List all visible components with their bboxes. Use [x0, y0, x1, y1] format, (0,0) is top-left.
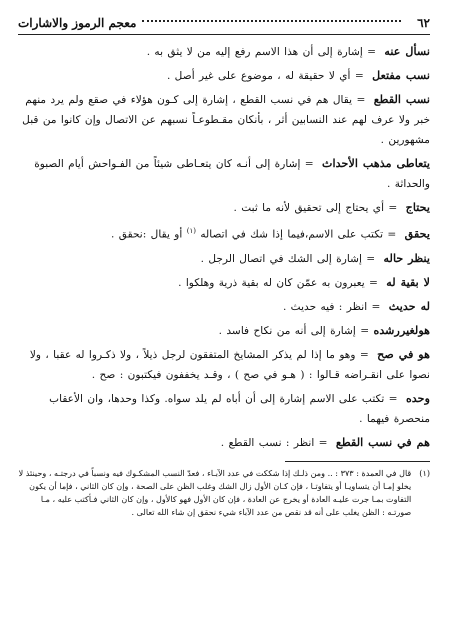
entry-term: نسأل عنه [384, 44, 430, 58]
dictionary-entry-lahu-hadith [18, 296, 430, 317]
dictionary-entry-wahdah [18, 388, 430, 429]
footnote-rule [285, 461, 430, 462]
entry-separator [397, 202, 401, 214]
entry-definition: = إشارة إلى الشك في اتصال الرجل . [200, 252, 376, 265]
dictionary-entry-yataata-madhhab [18, 153, 430, 194]
page-header [18, 14, 430, 32]
entry-term: لا بقية له [386, 274, 430, 289]
entry-term: هولغيررشده [373, 322, 430, 337]
entry-term: يتعاطى مذهب الأحداث [322, 156, 430, 170]
entry-definition-before-note: = تكتب على الاسم،فيما إذا شك في اتصاله [200, 228, 397, 241]
entry-separator [365, 94, 369, 106]
dictionary-entry-hum-fi-nasab-alqata [18, 432, 430, 453]
entry-term: نسب القطع [373, 92, 430, 106]
entry-term: نسب مفتعل [372, 68, 430, 82]
entry-definition: = إشارة إلى أنه من نكاح فاسد . [218, 324, 370, 337]
entry-separator [396, 229, 400, 241]
dictionary-entry-hu-lighayr-rushdih [18, 320, 430, 341]
entry-definition: = يعبرون به عمّن كان له بقية ذرية وهلكوا . [178, 276, 378, 289]
entry-term: هم في نسب القطع [335, 434, 430, 449]
entry-definition: = تكتب على الاسم إشارة إلى أن أباه لم يلد سواه. وكذا وحدها، وان الأعقاب منحصرة فيهما . [49, 392, 430, 425]
entry-term: هو في صح [377, 346, 430, 361]
entry-definition: = انظر : فيه حديث . [282, 300, 381, 313]
entry-separator [364, 70, 368, 82]
dictionary-entry-yahqiq [18, 221, 430, 245]
entry-term: ينظر حاله [383, 250, 430, 265]
page-title: معجم الرموز والاشارات [18, 16, 137, 30]
entry-separator [314, 158, 318, 170]
footnote-number: (١) [419, 467, 430, 478]
dictionary-entry-yunzar-haluh [18, 248, 430, 269]
entry-separator [398, 393, 402, 405]
header-rule [18, 34, 430, 35]
dictionary-entry-nasab-muftaal [18, 65, 430, 86]
entry-definition: = أي لا حقيقة له ، موضوع على غير أصل . [166, 70, 364, 82]
dictionary-entry-hu-fi-sah [18, 344, 430, 385]
dictionary-entry-nasab-alqata [18, 89, 430, 150]
entry-separator [378, 277, 382, 289]
entry-definition: = انظر : نسب القطع . [220, 436, 328, 449]
entry-definition: = إشارة إلى أن هذا الاسم رفع إليه من لا يثق به . [146, 46, 377, 58]
document-page [18, 14, 430, 614]
dictionary-entry-la-baqiya-lahu [18, 272, 430, 293]
entry-separator [376, 46, 380, 58]
footnote-reference[interactable]: (١) [186, 227, 196, 235]
entry-term: له حديث [388, 298, 430, 313]
entry-separator [328, 437, 332, 449]
entry-term: يحتاج [405, 200, 430, 214]
entry-separator [380, 301, 384, 313]
entry-definition: = يقال هم في نسب القطع ، إشارة إلى كـون هؤلاء في صقع ولم يرد منهم خبر ولا عرف لهم عند النسابين أثر ، بأنكان مقـطوعـاً نسبهم عن الاتصال وإن كانوا من قبل مشهورين . [22, 94, 430, 146]
entry-term: وحده [405, 390, 430, 405]
entry-separator [375, 253, 379, 265]
entry-definition: = أي يحتاج إلى تحقيق لأنه ما ثبت . [233, 202, 398, 214]
entry-definition: = إشارة إلى أنـه كان يتعـاطى شيئاً من الفـواحش أيام الصبوة والحداثة . [34, 158, 430, 190]
entry-definition-after-note: أو يقال :نحقق . [111, 228, 183, 241]
footnote-text: قال في العمدة : ٣٧٣ : .. ومن ذلـك إذا شككت في عدد الآبـاء ، فعدّ النسب المشكـوك فيه ونسباً في درجتـه ، وحينئذ لا يخلو إمـا أن يتساويـا أو يتفاوتـا ، فإن كـان الأول زال الشك وغلب الظن على الصحة ، وإن كان الثاني ، فإما أن يكون التفاوت بمـا جرت عليـه العادة أو يخرج عن العادة ، فإن كان الأول فهو كالأول ، وإن كان الثاني فـأكتب عليه ، مـا صورتـه : الظن يغلب على أنه قد نقص من عدد الآباء شيء نحقق إن شاء الله تعالى . [18, 467, 412, 517]
entry-definition: = وهو ما إذا لم يذكر المشايخ المتفقون لرجل ذيلاً ، ولا ذكـروا له عقبا ، ولا نصوا على انقـراضه قـالوا : ( هـو في صح ) ، وقـد يخففون فيكتبون : صح . [29, 348, 430, 381]
dictionary-entry-nusal-anhu [18, 41, 430, 62]
page-number: ٦٢ [417, 16, 430, 30]
footnote [18, 467, 430, 519]
dictionary-entry-yahtaj [18, 197, 430, 218]
entry-separator [369, 349, 373, 361]
header-dotted-leader [142, 20, 401, 22]
entry-term: يحقق [404, 226, 430, 241]
